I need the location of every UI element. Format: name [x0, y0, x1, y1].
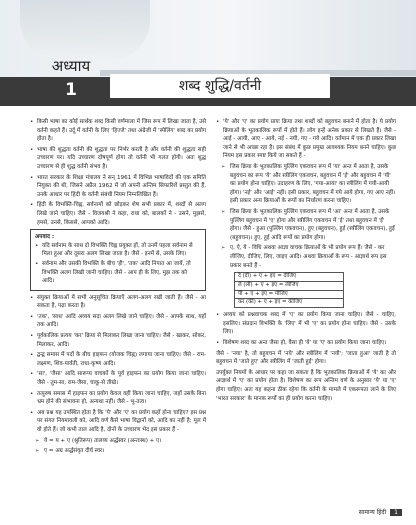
- exception-title: अपवाद :: [35, 234, 55, 241]
- exception-item: • सर्वनाम और उसकी विभक्ति के बीच 'ही', 'तक' आदि निपात आ जायें, तो विभक्ति अलग लिखी जानी चाहिए। जैसे - आप ही के लिए, मुझ तक को आदि।: [35, 260, 201, 286]
- paragraph: जैसे - 'नया' है, तो बहुवचन में 'नये' और स्त्रीलिंग में 'नयी'; 'जाता हुआ' जाती है तो बहुवचन में 'जाते हुए' और स्त्रीलिंग में 'जाती हुई' होगा।: [216, 350, 396, 366]
- footer-label: सामान्य हिंदी: [358, 509, 387, 516]
- sub-point: ➢ ए = अग्र अर्द्धसंवृत दीर्घ स्वर।: [30, 447, 206, 456]
- book-graphic: [20, 0, 150, 60]
- paragraph: • विशेषण शब्द का अन्त जैसा हो, वैसा ही 'ये' या 'ए' का प्रयोग किया जाना चाहिए।: [216, 339, 396, 348]
- table-cell: कर (की) + ए + इए = कीजिए: [235, 299, 344, 308]
- chapter-label: [46, 56, 96, 104]
- paragraph: • किसी भाषा का कोई सार्थक शब्द किसी वर्णमाला में जिस रूप में लिखा जाता है, उसे वर्तनी कहते हैं। उर्दू में वर्तनी के लिए 'हिज्जे' तथा अंग्रेजी में 'स्पेलिंग' शब्द का प्रयोग होता है।: [30, 118, 206, 144]
- sub-point: ➢ ये = य + ए (श्रुतिरूप) तालव्य अर्द्धस्वर (अन्तःस्थ) + ए।: [30, 437, 206, 446]
- sub-point: ➢ जिस क्रिया के भूतकालिक पुल्लिंग एकवचन रूप में 'या' अन्त में आता है, उसके बहुवचन का रूप 'ये' और स्त्रीलिंग एकवचन, बहुवचन में 'ई' और बहुवचन में 'यी' का प्रयोग होना चाहिए। उदाहरण के लिए, 'गया-आया' का स्त्रीलिंग में गयी-आयी होगा। 'नई' और 'आई' नहीं। इसी प्रकार, बहुवचन में गये आये होगा, गए आए नहीं। इसी प्रकार अन्य क्रियाओं के रूपों का निर्धारण करना चाहिए।: [216, 163, 396, 206]
- imperative-table: [234, 272, 344, 308]
- exception-box: [30, 229, 206, 291]
- paragraph: • भाषा की शुद्धता वर्तनी की शुद्धता पर निर्भर करती है और वर्तनी की शुद्धता सही उच्चारण पर। यदि उच्चारण दोषपूर्ण होगा तो वर्तनी भी गलत होगी। अतः शुद्ध उच्चारण से ही शुद्ध वर्तनी संभव है।: [30, 146, 206, 172]
- sub-point: ➢ ए, ऐ, ये - विधि अथवा आज्ञा वाचक क्रियाओं के भी प्रयोग रूप हैं। जैसे - कर लीजिए, दीजिए, लिए, जाइए आदि। अथवा क्रियाओं के रूप - आज्ञार्थ रूप इस प्रकार बनते हैं -: [216, 244, 396, 270]
- paragraph: उपर्युक्त नियमों के आधार पर कहा जा सकता है कि भूतकालिक क्रियाओं में 'ये' का और आज्ञार्थ में 'ए' का प्रयोग होता है। विशेषण का रूप अन्तिम वर्ण के अनुसार 'ये' या 'ए' होगा चाहिए। अतः यह कहना ठीक रहेगा कि वर्तनी के मामले में एकरूपता लाने के लिए 'भारत सरकार' के मानक रूपों का ही प्रयोग करना चाहिए।: [216, 369, 396, 402]
- paragraph: • अब प्रश्न यह उपस्थित होता है कि 'ये' और 'ए' का प्रयोग कहाँ होना चाहिए? इस प्रश्न पर संगत नियमावली को, आदि वर्ण कैसे भाषा विद्वानों को, आदि का नहीं है; मूल में वो होते हैं। जो कभी ताल आदि है, दोनों के उच्चारण भेद इस प्रकार हैं -: [30, 409, 206, 435]
- paragraph: • द्वन्द्व समास में पदों के बीच हाइफन (योजक चिह्न) लगाया जाना चाहिए। जैसे - राम-लक्ष्मण, शिव-पार्वती, राधा-कृष्ण आदि।: [30, 351, 206, 368]
- paragraph: • 'ये' और 'ए' का प्रयोग प्रायः क्रिया तथा शब्दों को बहुवचन बनाने में होता है। ये प्रयोग क्रियाओं के भूतकालिक रूपों में होते हैं। लोग इन्हें अनेक प्रकार से लिखते हैं। जैसे - आई - आयी, आए - आये, नई - नयी, गए - गये आदि। वर्तमान में एक ही प्रकार लिखा जाने से भी अच्छा रहा है। इस संबंध में कुछ प्रमुख आवश्यक नियम बनने चाहिए। कुछ नियम इस प्रकार स्पष्ट किये जा सकते हैं -: [216, 118, 396, 161]
- chapter-header: [0, 0, 416, 106]
- paragraph: • पूर्वकालिक प्रत्यय 'कर' क्रिया से मिलाकर लिखा जाना चाहिए। जैसे - खाकर, सोकर, मिलाकर, आदि।: [30, 332, 206, 349]
- paragraph: • अव्यय को प्रश्नवाचक शब्द में 'ए' का प्रयोग किया जाना चाहिए। जैसे - चाहिए, इसलिए। संप्रदान विभक्ति के 'लिए' में भी 'ए' का प्रयोग होना चाहिए। जैसे - उसके लिए।: [216, 311, 396, 337]
- paragraph: • 'सा', 'जैसा' आदि सारूप्य वाचकों के पूर्व हाइफन का प्रयोग किया जाना चाहिए। जैसे - तुम-सा, राम-जैसा, चाकू-से तीखे।: [30, 370, 206, 387]
- exception-item: • यदि सर्वनाम के साथ दो विभक्ति चिह्न प्रयुक्त हों, तो उनमें पहला सर्वनाम से मिला हुआ और दूसरा अलग लिखा जाता है। जैसे - इनमें से, उसके लिए।: [35, 242, 201, 259]
- table-cell: पी + ए + इए = पीजिए: [235, 290, 344, 299]
- table-cell: ले (ली) + ए + इए = लीजिए: [235, 281, 344, 290]
- page-number: 1: [390, 509, 402, 516]
- left-column: [30, 118, 206, 458]
- paragraph: • 'तक', 'साथ' आदि अव्यय सदा अलग लिखे जाने चाहिए। जैसे - आपके साथ, यहाँ तक आदि।: [30, 313, 206, 330]
- chapter-word: अध्याय: [51, 57, 91, 75]
- paragraph: • संयुक्त क्रियाओं में सभी अनुसूचित क्रियाएँ अलग-अलग रखी जाती हैं। जैसे - आ सकता है, पढ़ा करता है।: [30, 294, 206, 311]
- chapter-number: 1: [65, 80, 77, 100]
- paragraph: • हिंदी के विभक्ति-चिह्न, सर्वनामों को छोड़कर शेष सभी प्रकार में, शब्दों से अलग लिखे जाने चाहिए। जैसे - विजयश्री ने कहा, राधा को, बालकों ने - उसने, मुझसे, हमसे, उनसे, किससे, आपको आदि।: [30, 201, 206, 227]
- table-cell: दे (दी) + ए + इए = दीजिए: [235, 273, 344, 282]
- page-footer: [359, 508, 402, 516]
- right-column: [216, 118, 396, 405]
- chapter-title: शब्द शुद्धि/वर्तनी: [110, 74, 330, 98]
- paragraph: • भारत सरकार के शिक्षा मंत्रालय ने सन् 1961 में विभिन्न भाषाविदों की एक समिति नियुक्त की थी, जिसने अप्रैल 1962 में जो अपनी अन्तिम सिफारिशें प्रस्तुत की हैं, उनके आधार पर हिंदी के वर्तनी संबंधी नियम निम्नलिखित हैं।: [30, 174, 206, 200]
- sub-point: ➢ जिस क्रिया के भूतकालिक पुल्लिंग एकवचन रूप में 'आ' अन्त में आता है, उसके पुल्लिंग बहुवचन में 'ए' होगा और स्त्रीलिंग एकवचन में 'ई' तथा बहुवचन में 'ईं' होगा। जैसे - हुआ (पुल्लिंग एकवचन), हुए (बहुवचन), हुई (स्त्रीलिंग एकवचन), हुईं (बहुवचन)। हुए, हुई आदि रूपों का प्रयोग होगा।: [216, 208, 396, 242]
- paragraph: • तत्पुरुष समास में हाइफन का प्रयोग केवल वहीं किया जाना चाहिए, जहाँ उसके बिना भ्रम होने की संभावना हो, अन्यथा नहीं। जैसे - भू-तत्व।: [30, 390, 206, 407]
